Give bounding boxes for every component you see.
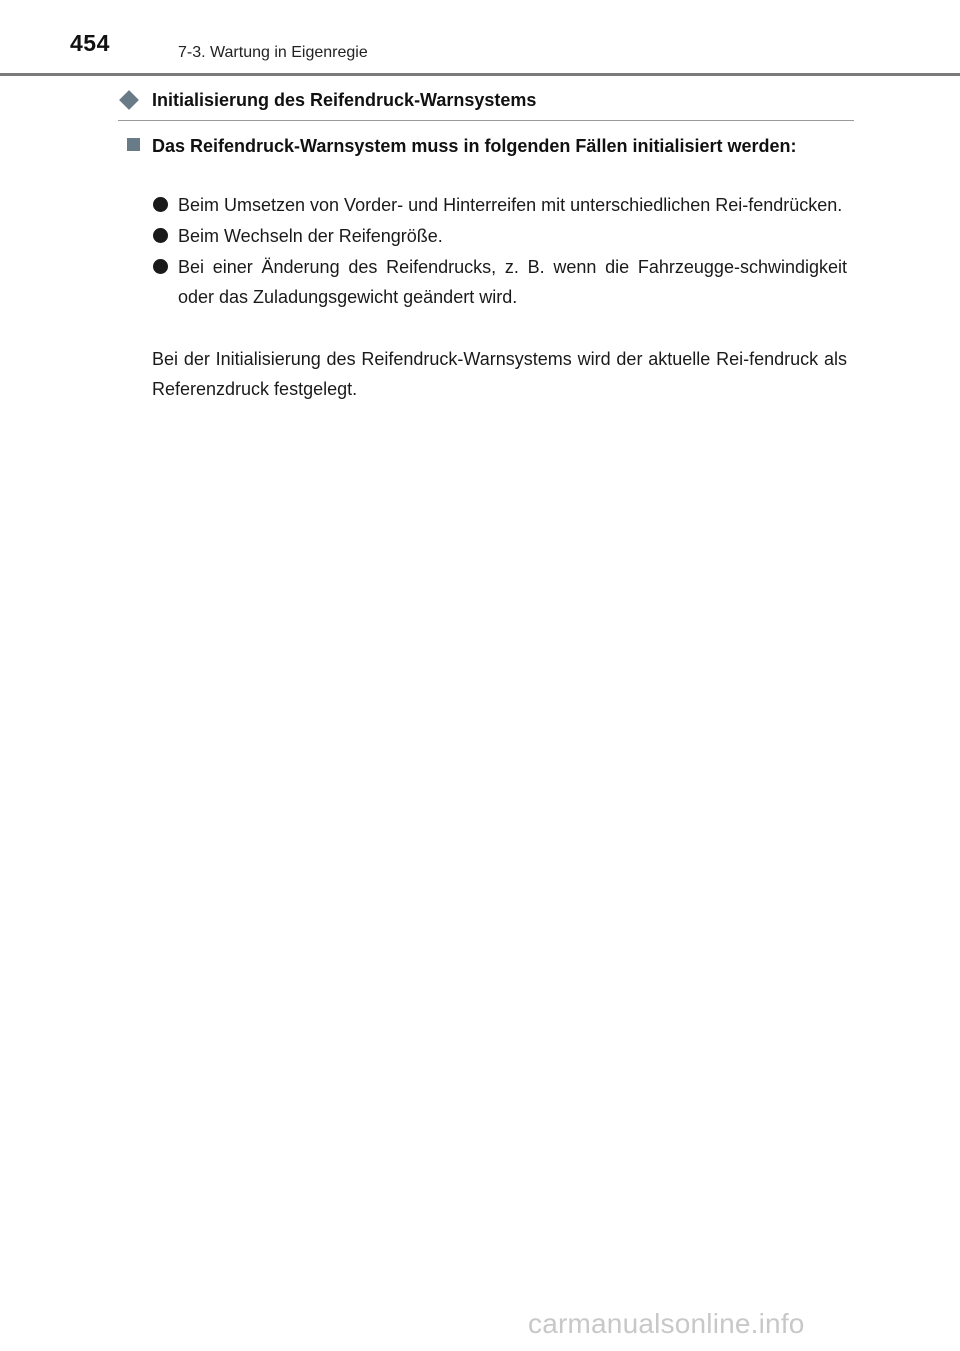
square-icon: [127, 138, 140, 151]
bullet-icon: [153, 259, 168, 274]
watermark: carmanualsonline.info: [528, 1308, 805, 1339]
list-item-text: Beim Wechseln der Reifengröße.: [178, 226, 443, 246]
section-title: Initialisierung des Reifendruck-Warnsystems: [152, 90, 537, 110]
header-divider: [0, 73, 960, 76]
list-item: [152, 252, 847, 312]
list-item: [152, 221, 847, 251]
subsection-title: Das Reifendruck-Warnsystem muss in folgenden Fällen initialisiert werden:: [152, 136, 797, 156]
list-item: [152, 190, 847, 220]
diamond-icon: [119, 90, 139, 110]
list-item-text: Bei einer Änderung des Reifendrucks, z. B. wenn die Fahrzeugge-schwindigkeit oder das Zuladungsgewicht geändert wird.: [178, 257, 847, 307]
body-paragraph: Bei der Initialisierung des Reifendruck-Warnsystems wird der aktuelle Rei-fendruck als Referenzdruck festgelegt.: [152, 349, 847, 399]
section-heading: [118, 86, 854, 121]
bullet-list: [152, 190, 847, 313]
chapter-title: 7-3. Wartung in Eigenregie: [178, 44, 368, 61]
bullet-icon: [153, 197, 168, 212]
page-number: 454: [70, 30, 110, 56]
subsection-heading: [127, 132, 847, 161]
bullet-icon: [153, 228, 168, 243]
list-item-text: Beim Umsetzen von Vorder- und Hinterreifen mit unterschiedlichen Rei-fendrücken.: [178, 195, 843, 215]
